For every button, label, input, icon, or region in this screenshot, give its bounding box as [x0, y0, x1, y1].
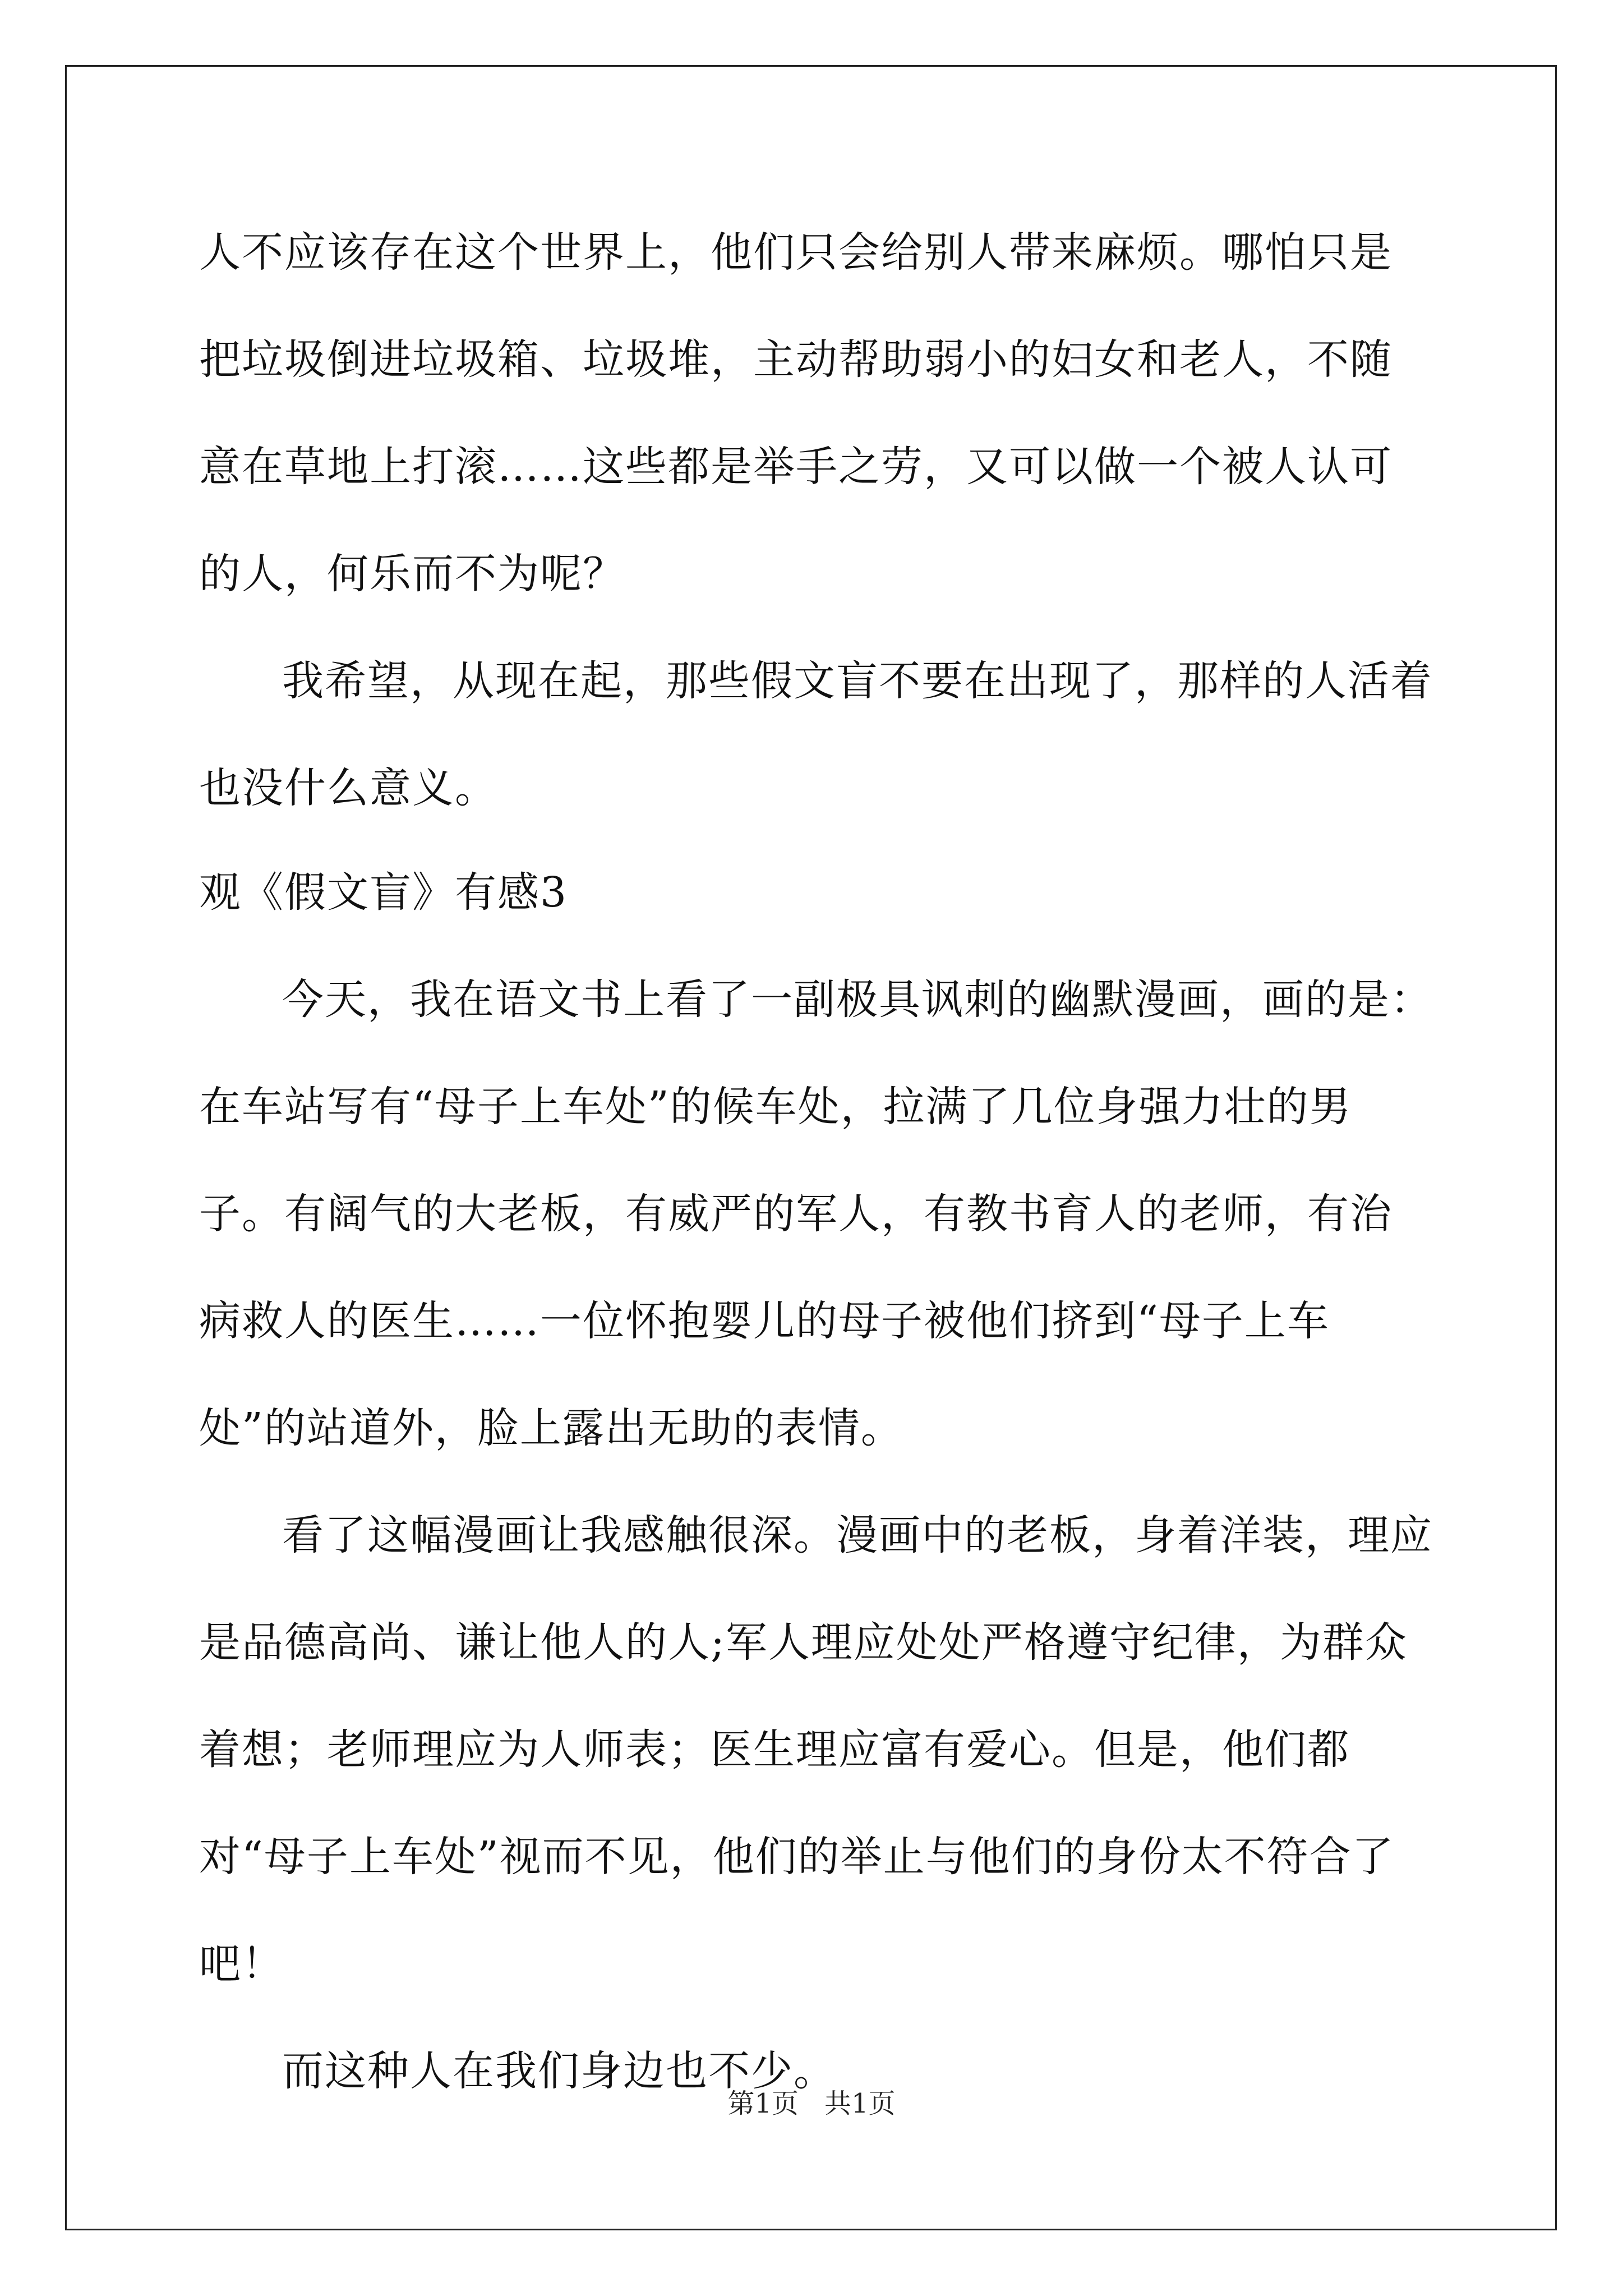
document-body-main — [199, 946, 1433, 2125]
paragraph-hope: 我希望，从现在起，那些假文盲不要在出现了，那样的人活着也没什么意义。 — [199, 657, 1433, 812]
document-body-top — [199, 199, 1433, 842]
continued-paragraph: 人不应该存在这个世界上，他们只会给别人带来麻烦。哪怕只是把垃圾倒进垃圾箱、垃圾堆，主动帮助弱小的妇女和老人，不随意在草地上打滚……这些都是举手之劳，又可以做一个被人认可的人，何乐而不为呢？ — [199, 228, 1393, 598]
paragraph-3: 而这种人在我们身边也不少。 — [282, 2047, 836, 2095]
page-footer — [0, 2087, 1623, 2120]
paragraph-2: 看了这幅漫画让我感触很深。漫画中的老板，身着洋装，理应是品德高尚、谦让他人的人;军人理应处处严格遵守纪律，为群众着想；老师理应为人师表；医生理应富有爱心。但是，他们都对“母子上车处”视而不见，他们的举止与他们的身份太不符合了吧！ — [199, 1511, 1433, 1988]
paragraph-1: 今天，我在语文书上看了一副极具讽刺的幽默漫画，画的是：在车站写有“母子上车处”的候车处，拉满了几位身强力壮的男子。有阔气的大老板，有威严的军人，有教书育人的老师，有治病救人的医生……一位怀抱婴儿的母子被他们挤到“母子上车处”的站道外，脸上露出无助的表情。 — [199, 976, 1433, 1452]
page-number-current: 第1页 — [727, 2088, 799, 2119]
section-title: 观《假文盲》有感3 — [199, 868, 568, 917]
page-number-total: 共1页 — [824, 2088, 896, 2119]
